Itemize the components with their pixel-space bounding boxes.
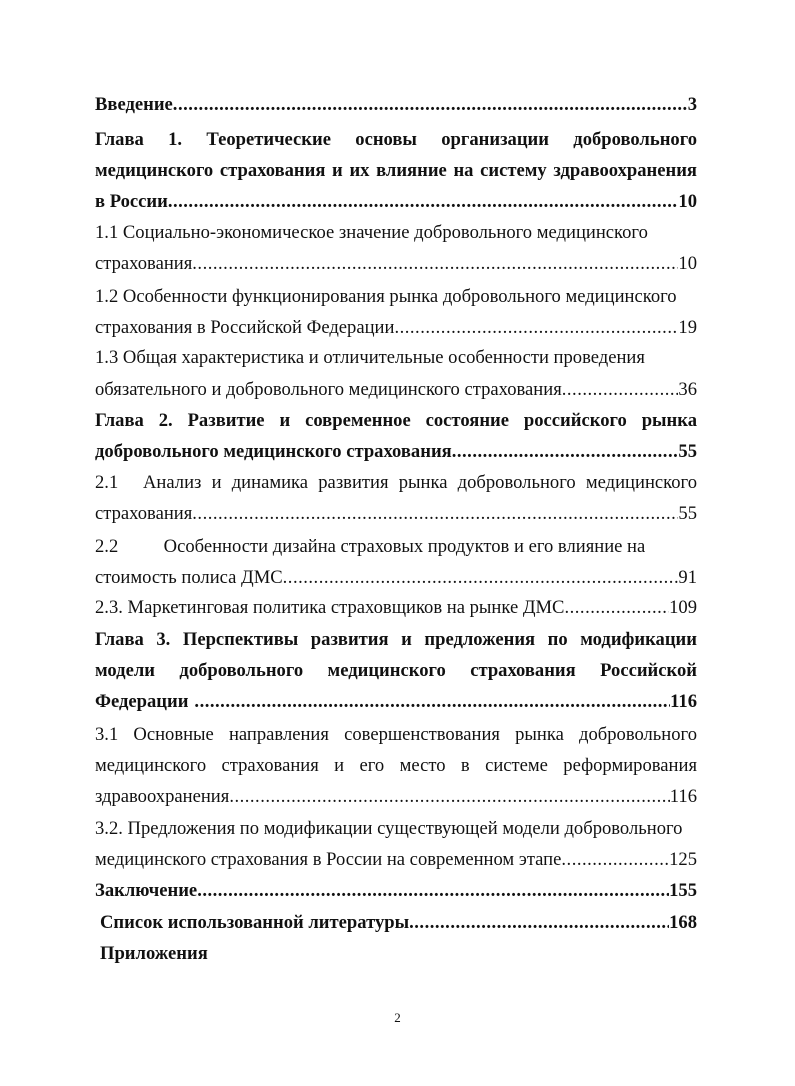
toc-section-2-2-line-1 (95, 531, 697, 562)
toc-section-1-3-line-2 (95, 374, 697, 405)
toc-page-number: 10 (678, 253, 697, 274)
toc-section-2-1-line-2 (95, 498, 697, 529)
toc-title: Особенности дизайна страховых продуктов и его влияние на (163, 536, 646, 557)
toc-chapter-3-line-1: Глава 3. Перспективы развития и предложения по модификации (95, 629, 697, 650)
toc-section-2-3 (95, 592, 697, 623)
toc-entry-intro (95, 89, 697, 120)
toc-section-3-2-line-1: 3.2. Предложения по модификации существующей модели добровольного (95, 818, 683, 839)
toc-title: стоимость полиса ДМС (95, 567, 283, 588)
toc-title: в России (95, 191, 168, 212)
toc-chapter-2-line-2 (95, 436, 697, 467)
toc-leader-dots (168, 186, 679, 217)
toc-section-1-2-line-1: 1.2 Особенности функционирования рынка добровольного медицинского (95, 286, 677, 307)
toc-section-3-2-line-2 (95, 844, 697, 875)
toc-chapter-3-line-3 (95, 686, 697, 717)
toc-page-number: 168 (669, 912, 697, 933)
page-number: 2 (394, 1010, 401, 1025)
toc-leader-dots (394, 312, 678, 343)
toc-page-number: 19 (678, 317, 697, 338)
toc-title: здравоохранения (95, 786, 230, 807)
toc-leader-dots (283, 562, 679, 593)
toc-title: Список использованной литературы (100, 912, 410, 933)
toc-title: медицинского страхования в России на современном этапе (95, 849, 562, 870)
toc-leader-dots (192, 248, 678, 279)
toc-title: Введение (95, 94, 173, 115)
toc-section-1-2-line-2 (95, 312, 697, 343)
toc-title: 2.3. Маркетинговая политика страховщиков на рынке ДМС (95, 597, 565, 618)
toc-chapter-1-line-2: медицинского страхования и их влияние на систему здравоохранения (95, 160, 697, 181)
toc-page-number: 10 (678, 191, 697, 212)
toc-title: страхования (95, 503, 193, 524)
toc-chapter-1-line-3 (95, 186, 697, 217)
toc-page-number: 91 (678, 567, 697, 588)
toc-section-3-1-line-3 (95, 781, 697, 812)
toc-section-2-1-line-1 (95, 467, 697, 498)
toc-leader-dots (173, 89, 688, 120)
toc-page-number: 3 (687, 94, 697, 115)
toc-leader-dots (192, 498, 678, 529)
toc-page-number: 116 (670, 691, 697, 712)
toc-chapter-3-line-2: модели добровольного медицинского страхования Российской (95, 660, 697, 681)
toc-entry-conclusion (95, 875, 697, 906)
toc-title: Федерации (95, 691, 189, 712)
toc-section-2-2-line-2 (95, 562, 697, 593)
toc-leader-dots (409, 907, 669, 938)
toc-title: Заключение (95, 880, 198, 901)
toc-chapter-2-line-1: Глава 2. Развитие и современное состояние российского рынка (95, 410, 697, 431)
toc-title: Анализ и динамика развития рынка добровольного медицинского (143, 472, 697, 493)
toc-page-number: 116 (669, 786, 697, 807)
toc-leader-dots (197, 875, 669, 906)
toc-page-number: 109 (669, 597, 697, 618)
toc-title: страхования в Российской Федерации (95, 317, 395, 338)
toc-leader-dots (452, 436, 679, 467)
toc-entry-references (100, 907, 697, 938)
toc-section-3-1-line-2: медицинского страхования и его место в системе реформирования (95, 755, 697, 776)
toc-entry-appendix: Приложения (100, 943, 208, 964)
toc-page-number: 125 (669, 849, 697, 870)
toc-title: добровольного медицинского страхования (95, 441, 452, 462)
toc-section-1-3-line-1: 1.3 Общая характеристика и отличительные особенности проведения (95, 347, 645, 368)
toc-leader-dots (194, 686, 670, 717)
toc-section-number: 2.1 (95, 472, 119, 493)
toc-chapter-1-line-1: Глава 1. Теоретические основы организации добровольного (95, 129, 697, 150)
toc-leader-dots (562, 374, 679, 405)
toc-leader-dots (561, 844, 669, 875)
toc-section-1-1-line-1: 1.1 Социально-экономическое значение добровольного медицинского (95, 222, 648, 243)
toc-title: страхования (95, 253, 193, 274)
toc-leader-dots (564, 592, 669, 623)
toc-section-3-1-line-1: 3.1 Основные направления совершенствования рынка добровольного (95, 724, 697, 745)
toc-leader-dots (229, 781, 669, 812)
toc-section-1-1-line-2 (95, 248, 697, 279)
toc-page-number: 55 (678, 503, 697, 524)
toc-page-number: 36 (678, 379, 697, 400)
toc-page-number: 155 (669, 880, 697, 901)
toc-section-number: 2.2 (95, 536, 119, 557)
toc-page-number: 55 (678, 441, 697, 462)
toc-title: обязательного и добровольного медицинского страхования (95, 379, 562, 400)
